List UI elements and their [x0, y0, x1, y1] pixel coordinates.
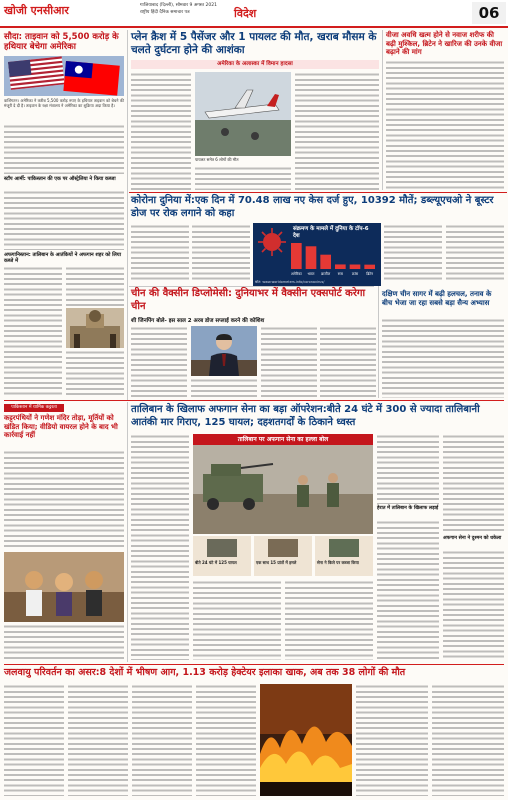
- climate-headline: जलवायु परिवर्तन का असर:8 देशों में भीषण आग, 1.13 करोड़ हेक्टेयर इलाका खाक, अब तक 38 लोगों की मौत: [4, 667, 406, 678]
- afghan-body-col2: [66, 266, 124, 306]
- taliban-body-col4: [377, 434, 439, 504]
- taliban-photo-banner: तालिबान पर अफगान सेना का हल्ला बोल: [193, 434, 373, 445]
- factbox-2-image: [268, 539, 298, 557]
- taliban-body-col2: [193, 580, 281, 660]
- flags-photo: [4, 56, 124, 96]
- section-title: विदेश: [234, 7, 257, 20]
- temple-photo: [4, 552, 124, 622]
- crash-photo-caption: पायलट समेत 6 लोगों की मौत: [195, 157, 239, 162]
- dateline: गाजियाबाद (दिल्ली), सोमवार 9 अगस्त 2021: [140, 3, 218, 8]
- south-china-headline: दक्षिण चीन सागर में बढ़ी हलचल, तनाव के बीच भेजा जा रहा सबसे बड़ा सैन्य अभ्यास: [382, 290, 492, 307]
- taliban-body-col3: [285, 580, 373, 660]
- taliban-factbox-2: [254, 536, 312, 576]
- china-body-col1: [131, 326, 187, 398]
- taiwan-body-text: [4, 124, 124, 174]
- corona-infobox: [253, 223, 381, 286]
- taliban-body-col5: [377, 520, 439, 660]
- chart-bar: [320, 255, 331, 269]
- sharif-headline: वीजा अवधि खत्म होने से नवाज शरीफ की बढ़ी मुश्किल, ब्रिटेन ने खारिज की उनके वीजा बढ़ाने की मांग: [386, 31, 503, 57]
- mosque-photo: [66, 308, 124, 348]
- taliban-headline: तालिबान के खिलाफ अफगान सेना का बड़ा ऑपरेशन:बीते 24 घंटे में 300 से ज्यादा तालिबानी आतंकी मार गिराए, 125 घायल; दहशतगर्दों के ठिकाने ध्वस्त: [131, 404, 480, 428]
- chart-category-label: फ्रांस: [351, 272, 359, 276]
- factbox-3-text: सेना ने किले पर कब्जा किया: [317, 560, 359, 565]
- chart-bar: [306, 246, 317, 269]
- sharif-body-text: [386, 60, 504, 190]
- chart-category-label: अमेरिका: [290, 272, 302, 276]
- section-divider: [129, 286, 374, 287]
- infobox-source: स्रोत: www.worldometers.info/coronavirus/: [255, 280, 325, 284]
- china-body-col3: [261, 326, 317, 398]
- stop-army-subhead: स्टॉप आर्मी: पाकिस्तान की एक पर ऑस्ट्रेलिया ने किया कब्जा: [4, 176, 116, 182]
- south-china-body-text: [382, 318, 504, 398]
- afghan-body-col1: [4, 266, 62, 396]
- china-subhead: शी जिनपिंग बोले- इस साल 2 अरब डोज सप्लाई करने की कोशिश: [131, 318, 265, 324]
- taliban-factbox-1: [193, 536, 251, 576]
- corona-body-col1: [131, 224, 189, 282]
- china-body-col2: [191, 378, 257, 398]
- chart-category-label: ब्राजील: [321, 272, 331, 276]
- crash-headline: प्लेन क्रैश में 5 पैसेंजर और 1 पायलट की मौत, खराब मौसम के चलते दुर्घटना होने की आशंका: [131, 31, 377, 56]
- corona-body-col4: [446, 224, 504, 282]
- chart-category-label: ब्रिटेन: [366, 272, 374, 276]
- crash-body-col2: [295, 72, 379, 190]
- afghan-body-col3: [66, 350, 124, 396]
- chart-bar: [291, 243, 302, 269]
- virus-icon: [256, 226, 288, 258]
- chart-bar: [335, 264, 346, 269]
- taiwan-headline: सौदा: ताइवान को 5,500 करोड़ के हथियार बेचेगा अमेरिका: [4, 32, 119, 52]
- tagline: राष्ट्रीय हिंदी दैनिक समाचार पत्र: [140, 10, 190, 15]
- chart-bar: [364, 265, 375, 269]
- taliban-subhead-1: हेरात में तालिबान के खिलाफ लड़ाई: [377, 506, 439, 511]
- climate-body-col3: [132, 684, 192, 796]
- taliban-body-col6: [443, 434, 504, 534]
- chart-bar: [350, 265, 361, 269]
- temple-headline: कट्टरपंथियों ने गणेश मंदिर तोड़ा, मूर्तियों को खंडित किया; वीडियो वायरल होने के बाद भी कार्रवाई नहीं: [4, 414, 118, 439]
- wildfire-photo: [260, 684, 352, 796]
- crash-body-col3: [195, 166, 291, 190]
- column-rule: [127, 30, 128, 400]
- afghan-subhead: अफगानिस्तान: तालिबान के आतंकियों ने अफगान शहर को लिया कब्जे में: [4, 252, 121, 264]
- column-rule: [382, 30, 383, 190]
- factbox-2-text: एक साथ 15 प्रांतों में हमले: [256, 560, 297, 565]
- taliban-factbox-3: [315, 536, 373, 576]
- corona-body-col2: [192, 224, 250, 282]
- chart-category-label: रूस: [337, 272, 343, 276]
- climate-body-col1: [4, 684, 64, 796]
- climate-body-col6: [432, 684, 504, 796]
- taliban-body-col7: [443, 550, 504, 660]
- newspaper-logo: खोजी एनसीआर: [4, 4, 69, 17]
- cases-bar-chart: [289, 241, 377, 277]
- taliban-photo: [193, 434, 373, 534]
- temple-tag: पाकिस्तान में धार्मिक कट्टरता: [4, 404, 64, 412]
- page-number: 06: [472, 2, 506, 24]
- factbox-1-text: बीते 24 घंटे में 125 घायल: [195, 560, 237, 565]
- corona-body-col3: [384, 224, 442, 282]
- crash-body-col1: [131, 72, 191, 190]
- taliban-body-col1: [131, 434, 189, 660]
- chart-category-label: भारत: [307, 272, 315, 276]
- climate-body-col5: [356, 684, 428, 796]
- climate-body-col4: [196, 684, 256, 796]
- crash-photo: [195, 72, 291, 156]
- section-divider: [4, 400, 504, 401]
- stop-army-body-text: [4, 190, 124, 250]
- section-divider: [4, 664, 504, 665]
- factbox-1-image: [207, 539, 237, 557]
- infobox-title: संक्रमण के मामले में दुनिया के टॉप-6 देश: [293, 226, 369, 239]
- taiwan-lead: वाशिंगटन। अमेरिका ने करीब 5,500 करोड़ रुपए के हथियार ताइवान को बेचने की मंजूरी दे दी है। ताइवान के रक्षा मंत्रालय ने अमेरिका का शुक्रिया अदा किया है।: [4, 98, 124, 109]
- crash-subhead: अमेरिका के अलास्का में विमान हादसा: [131, 60, 379, 69]
- factbox-3-image: [329, 539, 359, 557]
- climate-body-col2: [68, 684, 128, 796]
- china-body-col4: [320, 326, 376, 398]
- section-divider: [129, 192, 507, 193]
- corona-headline: कोरोना दुनिया में:एक दिन में 70.48 लाख नए केस दर्ज हुए, 10392 मौतें; डब्ल्यूएचओ ने बूस्टर डोज पर रोक लगाने को कहा: [131, 195, 494, 219]
- column-rule: [378, 286, 379, 398]
- taliban-subhead-2: अफगान सेना ने दुश्मन को धकेला: [443, 536, 502, 541]
- china-headline: चीन की वैक्सीन डिप्लोमेसी: दुनियाभर में वैक्सीन एक्सपोर्ट करेगा चीन: [131, 288, 366, 312]
- xi-photo: [191, 326, 257, 376]
- temple-body-text: [4, 450, 124, 550]
- column-rule: [127, 402, 128, 662]
- temple-body-text-2: [4, 624, 124, 660]
